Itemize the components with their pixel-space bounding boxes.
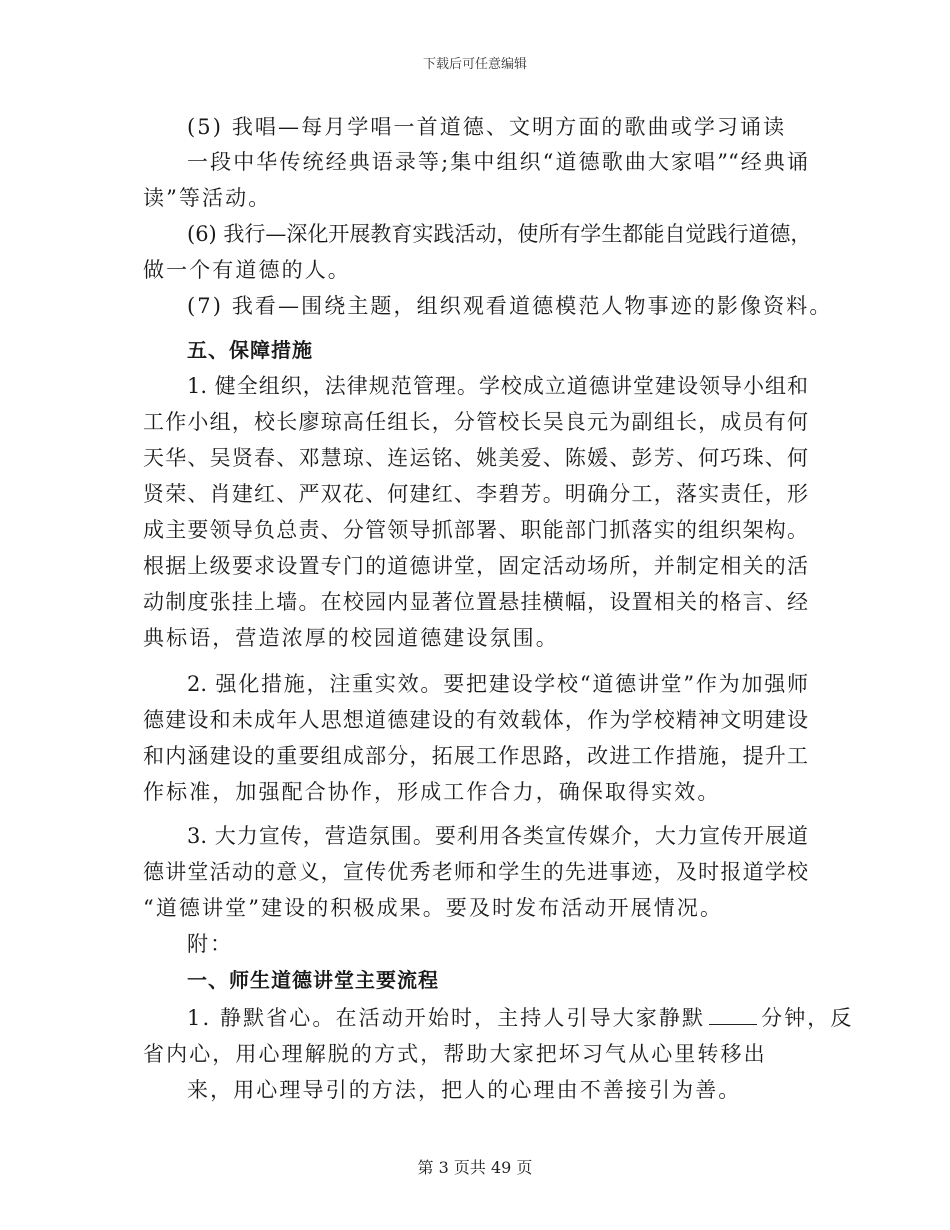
paragraph-text: 1. 静默省心。在活动开始时，主持人引导大家静默 — [187, 1006, 706, 1030]
paragraph-line: 天华、吴贤春、邓慧琼、连运铭、姚美爱、陈媛、彭芳、何巧珠、何 — [143, 446, 808, 470]
paragraph-line: 2. 强化措施，注重实效。要把建设学校“道德讲堂”作为加强师 — [187, 672, 808, 696]
paragraph-line: 根据上级要求设置专门的道德讲堂，固定活动场所，并制定相关的活 — [143, 554, 808, 578]
paragraph-line: 来，用心理导引的方法，把人的心理由不善接引为善。 — [187, 1078, 742, 1102]
appendix-heading: 一、师生道德讲堂主要流程 — [187, 968, 439, 992]
page-number-footer: 第 3 页共 49 页 — [417, 1158, 533, 1177]
paragraph-line: 省内心，用心理解脱的方式，帮助大家把坏习气从心里转移出 — [143, 1042, 767, 1066]
paragraph-line: 1. 健全组织，法律规范管理。学校成立道德讲堂建设领导小组和 — [187, 374, 808, 398]
paragraph-line: (5) 我唱—每月学唱一首道德、文明方面的歌曲或学习诵读 — [187, 115, 787, 139]
paragraph-line: 和内涵建设的重要组成部分，拓展工作思路，改进工作措施，提升工 — [143, 744, 808, 768]
paragraph-text: 分钟，反 — [761, 1006, 854, 1030]
fill-in-blank — [709, 1004, 757, 1025]
paragraph-line: 3. 大力宣传，营造氛围。要利用各类宣传媒介，大力宣传开展道 — [187, 824, 808, 848]
paragraph-line: (7) 我看—围绕主题，组织观看道德模范人物事迹的影像资料。 — [187, 294, 833, 318]
paragraph-line: 德建设和未成年人思想道德建设的有效载体，作为学校精神文明建设 — [143, 708, 808, 732]
paragraph-line: 贤荣、肖建红、严双花、何建红、李碧芳。明确分工，落实责任，形 — [143, 482, 808, 506]
paragraph-line: 德讲堂活动的意义，宣传优秀老师和学生的先进事迹，及时报道学校 — [143, 860, 808, 884]
paragraph-line: 成主要领导负总责、分管领导抓部署、职能部门抓落实的组织架构。 — [143, 518, 808, 542]
appendix-label: 附： — [187, 932, 234, 956]
paragraph-line: 读”等活动。 — [143, 186, 272, 210]
paragraph-line: 一段中华传统经典语录等;集中组织“道德歌曲大家唱”“经典诵 — [187, 150, 808, 174]
paragraph-line: 典标语，营造浓厚的校园道德建设氛围。 — [143, 626, 559, 650]
paragraph-line: 作标准，加强配合协作，形成工作合力，确保取得实效。 — [143, 780, 721, 804]
section-heading: 五、保障措施 — [187, 338, 313, 362]
page-header-note: 下载后可任意编辑 — [422, 57, 527, 72]
paragraph-line: 做一个有道德的人。 — [143, 258, 351, 282]
paragraph-line: 动制度张挂上墙。在校园内显著位置悬挂横幅，设置相关的格言、经 — [143, 590, 808, 614]
paragraph-line: “道德讲堂”建设的积极成果。要及时发布活动开展情况。 — [143, 896, 724, 920]
paragraph-line: (6) 我行—深化开展教育实践活动，使所有学生都能自觉践行道德， — [187, 222, 812, 246]
paragraph-line-with-blank — [187, 1004, 854, 1033]
paragraph-line: 工作小组，校长廖琼高任组长，分管校长吴良元为副组长，成员有何 — [143, 410, 808, 434]
